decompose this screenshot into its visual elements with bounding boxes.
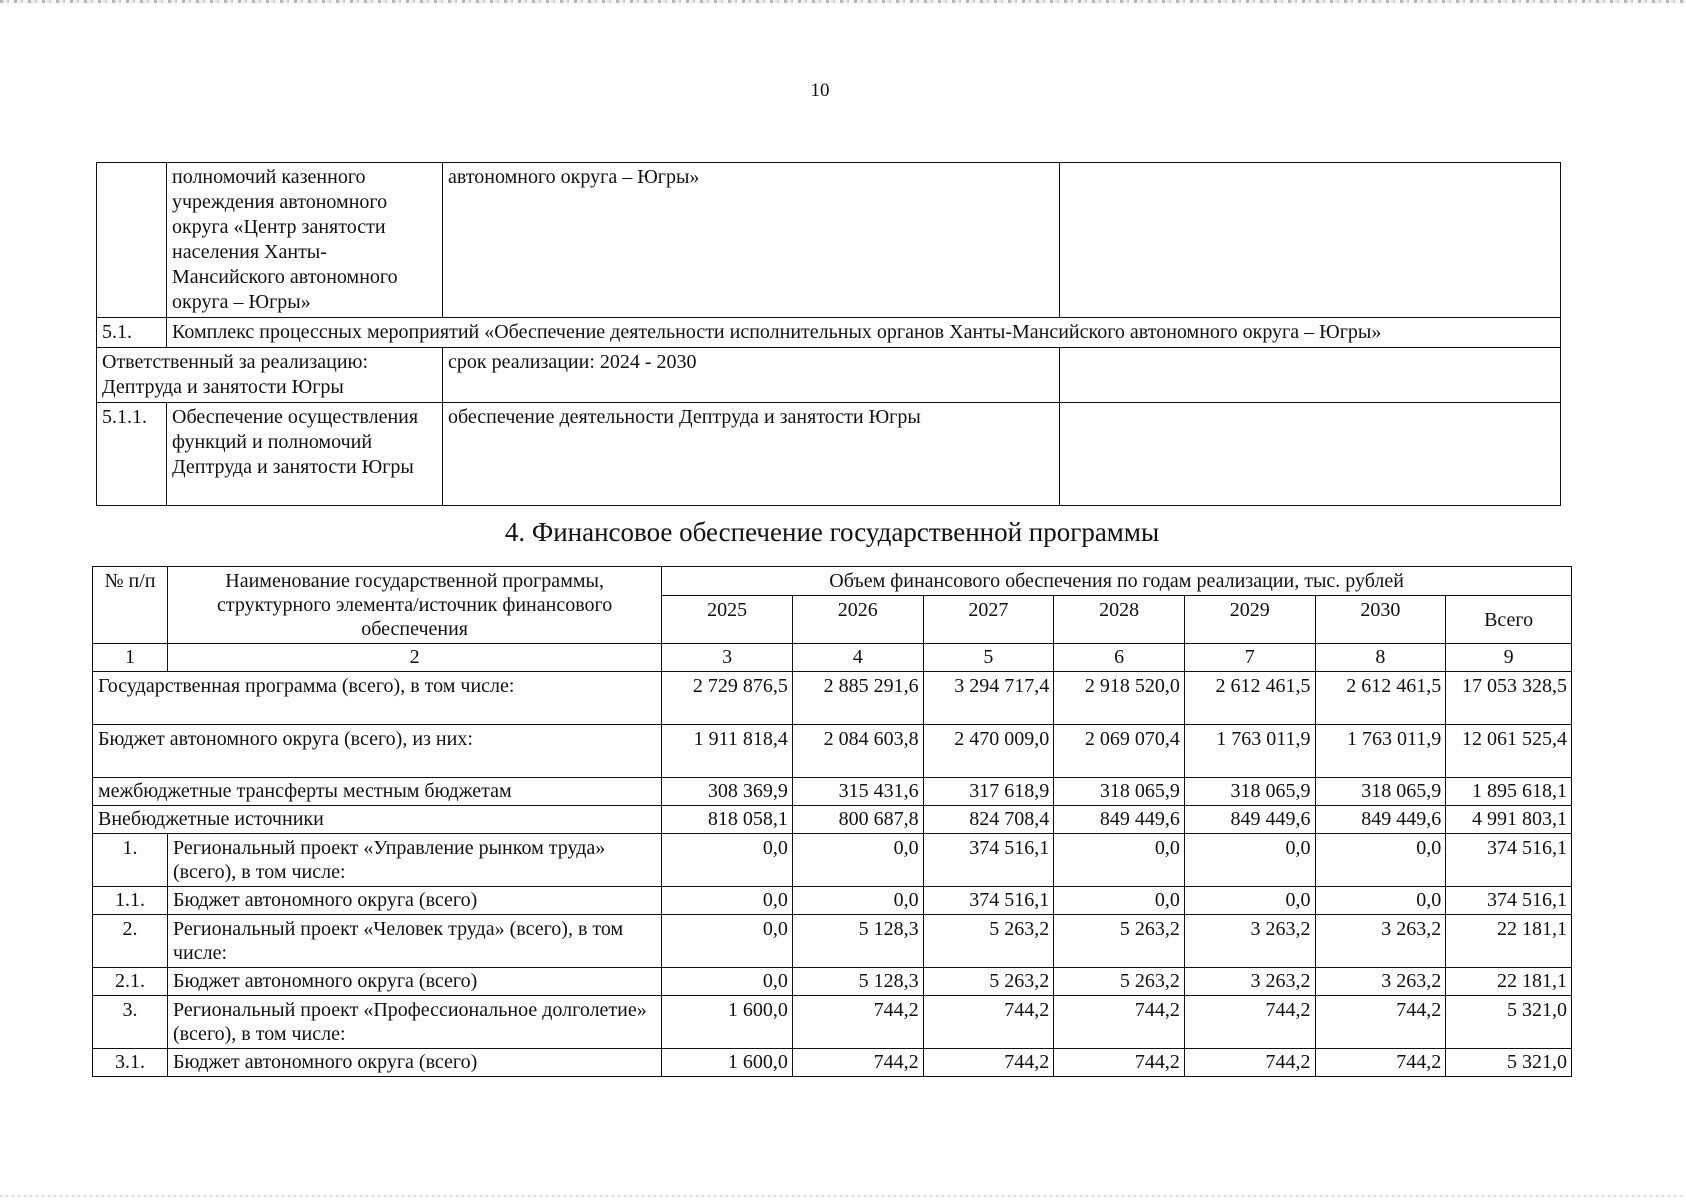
cell-value: 744,2 — [923, 996, 1054, 1049]
cell-value: 2 729 876,5 — [662, 672, 793, 725]
column-number: 8 — [1315, 644, 1446, 672]
row-label: Региональный проект «Человек труда» (всего), в том числе: — [167, 915, 661, 968]
cell-value: 744,2 — [792, 1049, 923, 1077]
table-row — [93, 834, 1572, 887]
row-num: 2.1. — [93, 968, 168, 996]
cell-value: 2 084 603,8 — [792, 725, 923, 778]
cell-total: 374 516,1 — [1446, 834, 1572, 887]
table-row — [97, 348, 1561, 403]
responsible-cell: Ответственный за реализацию: Дептруда и занятости Югры — [97, 348, 443, 403]
scan-edge-bottom — [0, 1195, 1686, 1197]
cell-value: 0,0 — [1315, 887, 1446, 915]
column-number: 9 — [1446, 644, 1572, 672]
scan-edge-top — [0, 0, 1686, 3]
table-row — [93, 725, 1572, 778]
cell-value: 3 263,2 — [1315, 915, 1446, 968]
cell-value: 3 294 717,4 — [923, 672, 1054, 725]
cell-task: автономного округа – Югры» — [443, 163, 1060, 318]
cell-value: 1 911 818,4 — [662, 725, 793, 778]
table-row — [93, 778, 1572, 806]
cell-value: 1 600,0 — [662, 1049, 793, 1077]
row-label: Бюджет автономного округа (всего) — [167, 968, 661, 996]
cell-value: 0,0 — [1184, 887, 1315, 915]
table-row — [93, 968, 1572, 996]
table-row — [93, 806, 1572, 834]
cell-value: 3 263,2 — [1184, 915, 1315, 968]
cell-value: 318 065,9 — [1184, 778, 1315, 806]
cell-value: 308 369,9 — [662, 778, 793, 806]
cell-total: 5 321,0 — [1446, 1049, 1572, 1077]
cell-value: 1 763 011,9 — [1184, 725, 1315, 778]
cell-value: 0,0 — [1315, 834, 1446, 887]
cell-total: 1 895 618,1 — [1446, 778, 1572, 806]
page-number: 10 — [810, 80, 830, 101]
cell-value: 2 612 461,5 — [1184, 672, 1315, 725]
cell-total: 22 181,1 — [1446, 915, 1572, 968]
header-year: 2025 — [662, 596, 793, 644]
column-number: 5 — [923, 644, 1054, 672]
row-num: 3. — [93, 996, 168, 1049]
cell-num: 5.1. — [97, 318, 167, 348]
cell-value: 315 431,6 — [792, 778, 923, 806]
row-label: Внебюджетные источники — [93, 806, 662, 834]
cell-value: 0,0 — [792, 834, 923, 887]
cell-value: 5 128,3 — [792, 915, 923, 968]
cell-total: 4 991 803,1 — [1446, 806, 1572, 834]
cell-task: обеспечение деятельности Дептруда и занятости Югры — [443, 403, 1060, 506]
cell-value: 0,0 — [662, 968, 793, 996]
cell-element: полномочий казенного учреждения автономного округа «Центр занятости населения Ханты-Мансийского автономного округа – Югры» — [167, 163, 443, 318]
header-total: Всего — [1446, 596, 1572, 644]
cell-empty — [1060, 348, 1561, 403]
cell-value: 5 263,2 — [923, 968, 1054, 996]
section-title: 4. Финансовое обеспечение государственной программы — [504, 517, 1160, 547]
header-year: 2030 — [1315, 596, 1446, 644]
cell-value: 2 069 070,4 — [1054, 725, 1185, 778]
cell-value: 0,0 — [662, 834, 793, 887]
row-label: Региональный проект «Профессиональное долголетие» (всего), в том числе: — [167, 996, 661, 1049]
cell-value: 3 263,2 — [1315, 968, 1446, 996]
cell-total: 5 321,0 — [1446, 996, 1572, 1049]
cell-total: 374 516,1 — [1446, 887, 1572, 915]
cell-element: Обеспечение осуществления функций и полномочий Дептруда и занятости Югры — [167, 403, 443, 506]
cell-value: 0,0 — [1054, 834, 1185, 887]
header-volume: Объем финансового обеспечения по годам реализации, тыс. рублей — [662, 567, 1572, 596]
cell-value: 849 449,6 — [1054, 806, 1185, 834]
cell-value: 744,2 — [1315, 1049, 1446, 1077]
row-label: межбюджетные трансферты местным бюджетам — [93, 778, 662, 806]
row-num: 2. — [93, 915, 168, 968]
cell-value: 5 263,2 — [923, 915, 1054, 968]
table-row — [93, 996, 1572, 1049]
term-cell: срок реализации: 2024 - 2030 — [443, 348, 1060, 403]
cell-value: 818 058,1 — [662, 806, 793, 834]
cell-value: 2 612 461,5 — [1315, 672, 1446, 725]
cell-value: 5 263,2 — [1054, 915, 1185, 968]
header-year: 2027 — [923, 596, 1054, 644]
header-row — [93, 567, 1572, 596]
cell-link — [1060, 163, 1561, 318]
cell-value: 744,2 — [1054, 996, 1185, 1049]
column-number: 6 — [1054, 644, 1185, 672]
column-number: 4 — [792, 644, 923, 672]
cell-value: 849 449,6 — [1315, 806, 1446, 834]
column-number-row — [93, 644, 1572, 672]
table-row — [97, 163, 1561, 318]
table-row — [97, 318, 1561, 348]
cell-value: 0,0 — [1184, 834, 1315, 887]
cell-value: 0,0 — [792, 887, 923, 915]
cell-value: 0,0 — [662, 887, 793, 915]
cell-value: 374 516,1 — [923, 834, 1054, 887]
column-number: 2 — [167, 644, 661, 672]
cell-num: 5.1.1. — [97, 403, 167, 506]
cell-value: 849 449,6 — [1184, 806, 1315, 834]
measures-table — [96, 162, 1561, 506]
cell-total: 22 181,1 — [1446, 968, 1572, 996]
header-num: № п/п — [93, 567, 168, 644]
cell-value: 374 516,1 — [923, 887, 1054, 915]
row-num: 1.1. — [93, 887, 168, 915]
cell-value: 0,0 — [1054, 887, 1185, 915]
row-label: Бюджет автономного округа (всего) — [167, 887, 661, 915]
table-row — [97, 403, 1561, 506]
cell-num — [97, 163, 167, 318]
table-row — [93, 915, 1572, 968]
header-year: 2026 — [792, 596, 923, 644]
table-row — [93, 887, 1572, 915]
cell-value: 744,2 — [1315, 996, 1446, 1049]
cell-value: 800 687,8 — [792, 806, 923, 834]
cell-value: 744,2 — [1054, 1049, 1185, 1077]
table-row — [93, 672, 1572, 725]
cell-value: 744,2 — [792, 996, 923, 1049]
cell-value: 3 263,2 — [1184, 968, 1315, 996]
cell-value: 744,2 — [1184, 996, 1315, 1049]
cell-link — [1060, 403, 1561, 506]
column-number: 1 — [93, 644, 168, 672]
cell-value: 824 708,4 — [923, 806, 1054, 834]
row-label: Бюджет автономного округа (всего) — [167, 1049, 661, 1077]
row-num: 1. — [93, 834, 168, 887]
row-label: Государственная программа (всего), в том числе: — [93, 672, 662, 725]
cell-value: 2 470 009,0 — [923, 725, 1054, 778]
cell-total: 17 053 328,5 — [1446, 672, 1572, 725]
cell-value: 1 600,0 — [662, 996, 793, 1049]
cell-value: 5 128,3 — [792, 968, 923, 996]
row-num: 3.1. — [93, 1049, 168, 1077]
table-row — [93, 1049, 1572, 1077]
cell-total: 12 061 525,4 — [1446, 725, 1572, 778]
cell-value: 2 918 520,0 — [1054, 672, 1185, 725]
cell-value: 5 263,2 — [1054, 968, 1185, 996]
row-label: Бюджет автономного округа (всего), из них: — [93, 725, 662, 778]
header-year: 2028 — [1054, 596, 1185, 644]
cell-value: 744,2 — [923, 1049, 1054, 1077]
finance-table — [92, 566, 1572, 1077]
cell-value: 1 763 011,9 — [1315, 725, 1446, 778]
complex-title: Комплекс процессных мероприятий «Обеспечение деятельности исполнительных органов Ханты-Мансийского автономного округа – Югры» — [167, 318, 1561, 348]
cell-value: 744,2 — [1184, 1049, 1315, 1077]
cell-value: 318 065,9 — [1315, 778, 1446, 806]
cell-value: 318 065,9 — [1054, 778, 1185, 806]
row-label: Региональный проект «Управление рынком труда» (всего), в том числе: — [167, 834, 661, 887]
header-name: Наименование государственной программы, структурного элемента/источник финансового обеспечения — [167, 567, 661, 644]
cell-value: 2 885 291,6 — [792, 672, 923, 725]
cell-value: 0,0 — [662, 915, 793, 968]
column-number: 7 — [1184, 644, 1315, 672]
cell-value: 317 618,9 — [923, 778, 1054, 806]
header-year: 2029 — [1184, 596, 1315, 644]
column-number: 3 — [662, 644, 793, 672]
